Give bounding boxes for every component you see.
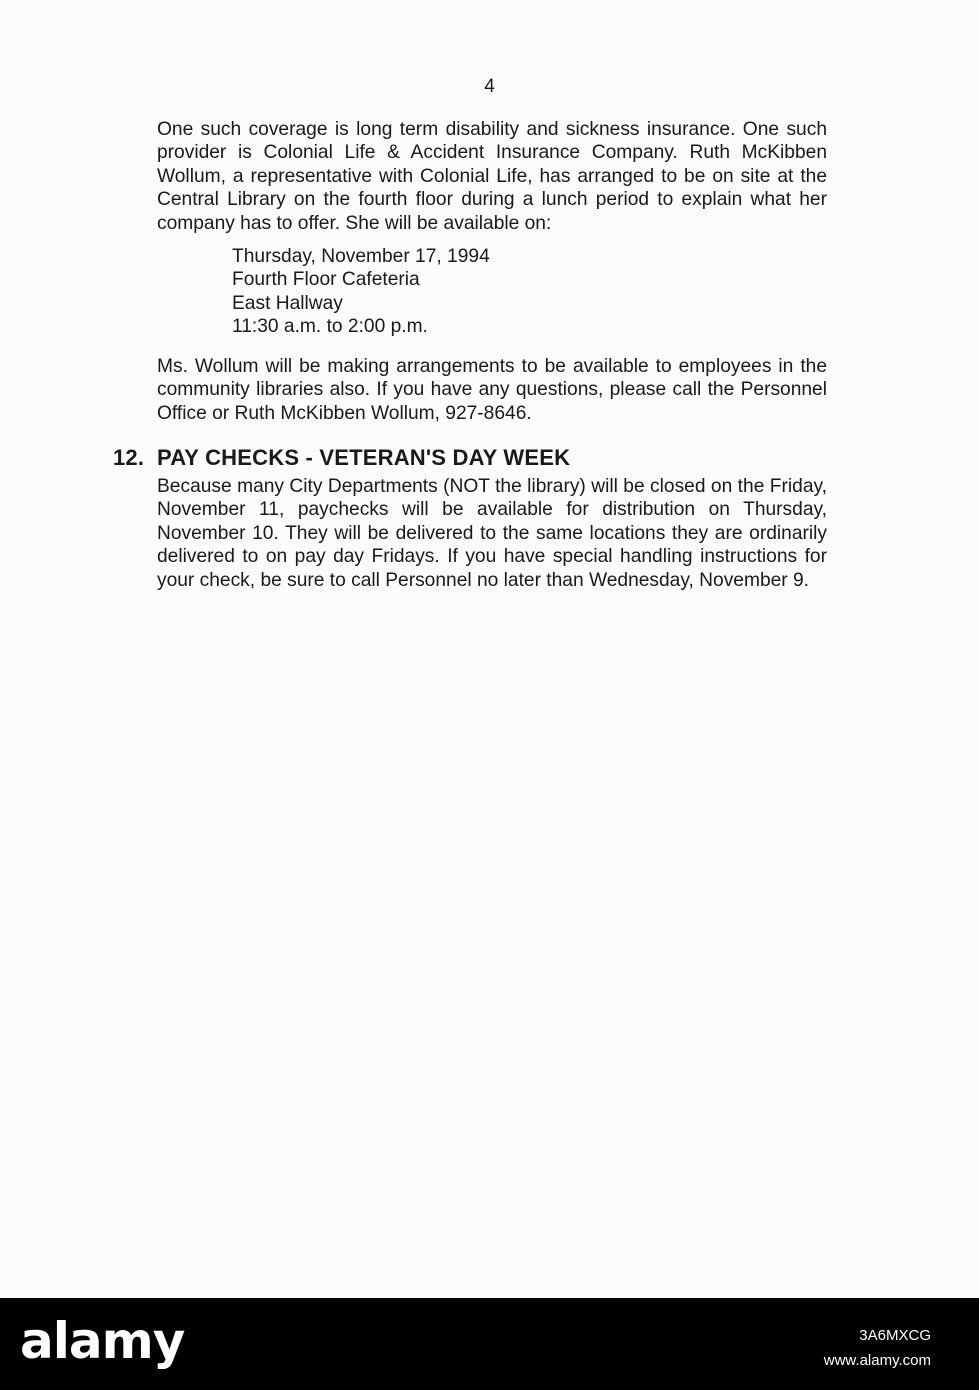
page-number: 4	[484, 76, 495, 97]
section-heading	[113, 445, 570, 471]
intro-paragraph: One such coverage is long term disability and sickness insurance. One such provider is Colonial Life & Accident Insurance Company. Ruth McKibben Wollum, a representative with Colonial Life, has arranged to be on site at the Central Library on the fourth floor during a lunch period to explain what her company has to offer. She will be available on:	[157, 119, 827, 234]
image-code: 3A6MXCG	[859, 1327, 931, 1344]
alamy-logo: alamy	[20, 1312, 185, 1370]
section-body: Because many City Departments (NOT the library) will be closed on the Friday, November 11, paychecks will be available for distribution on Thursday, November 10. They will be delivered to the same locations they are ordinarily delivered to on pay day Fridays. If you have special handling instructions for your check, be sure to call Personnel no later than Wednesday, November 9.	[157, 476, 827, 591]
watermark-url: www.alamy.com	[823, 1352, 931, 1369]
closing-paragraph: Ms. Wollum will be making arrangements to be available to employees in the community libraries also. If you have any questions, please call the Personnel Office or Ruth McKibben Wollum, 927-8646.	[157, 356, 827, 424]
event-hallway: East Hallway	[232, 292, 343, 314]
event-time: 11:30 a.m. to 2:00 p.m.	[232, 316, 428, 338]
event-location: Fourth Floor Cafeteria	[232, 269, 420, 291]
section-title: PAY CHECKS - VETERAN'S DAY WEEK	[157, 445, 571, 470]
event-details	[232, 245, 490, 339]
event-date: Thursday, November 17, 1994	[232, 246, 490, 267]
section-number: 12.	[113, 445, 145, 470]
